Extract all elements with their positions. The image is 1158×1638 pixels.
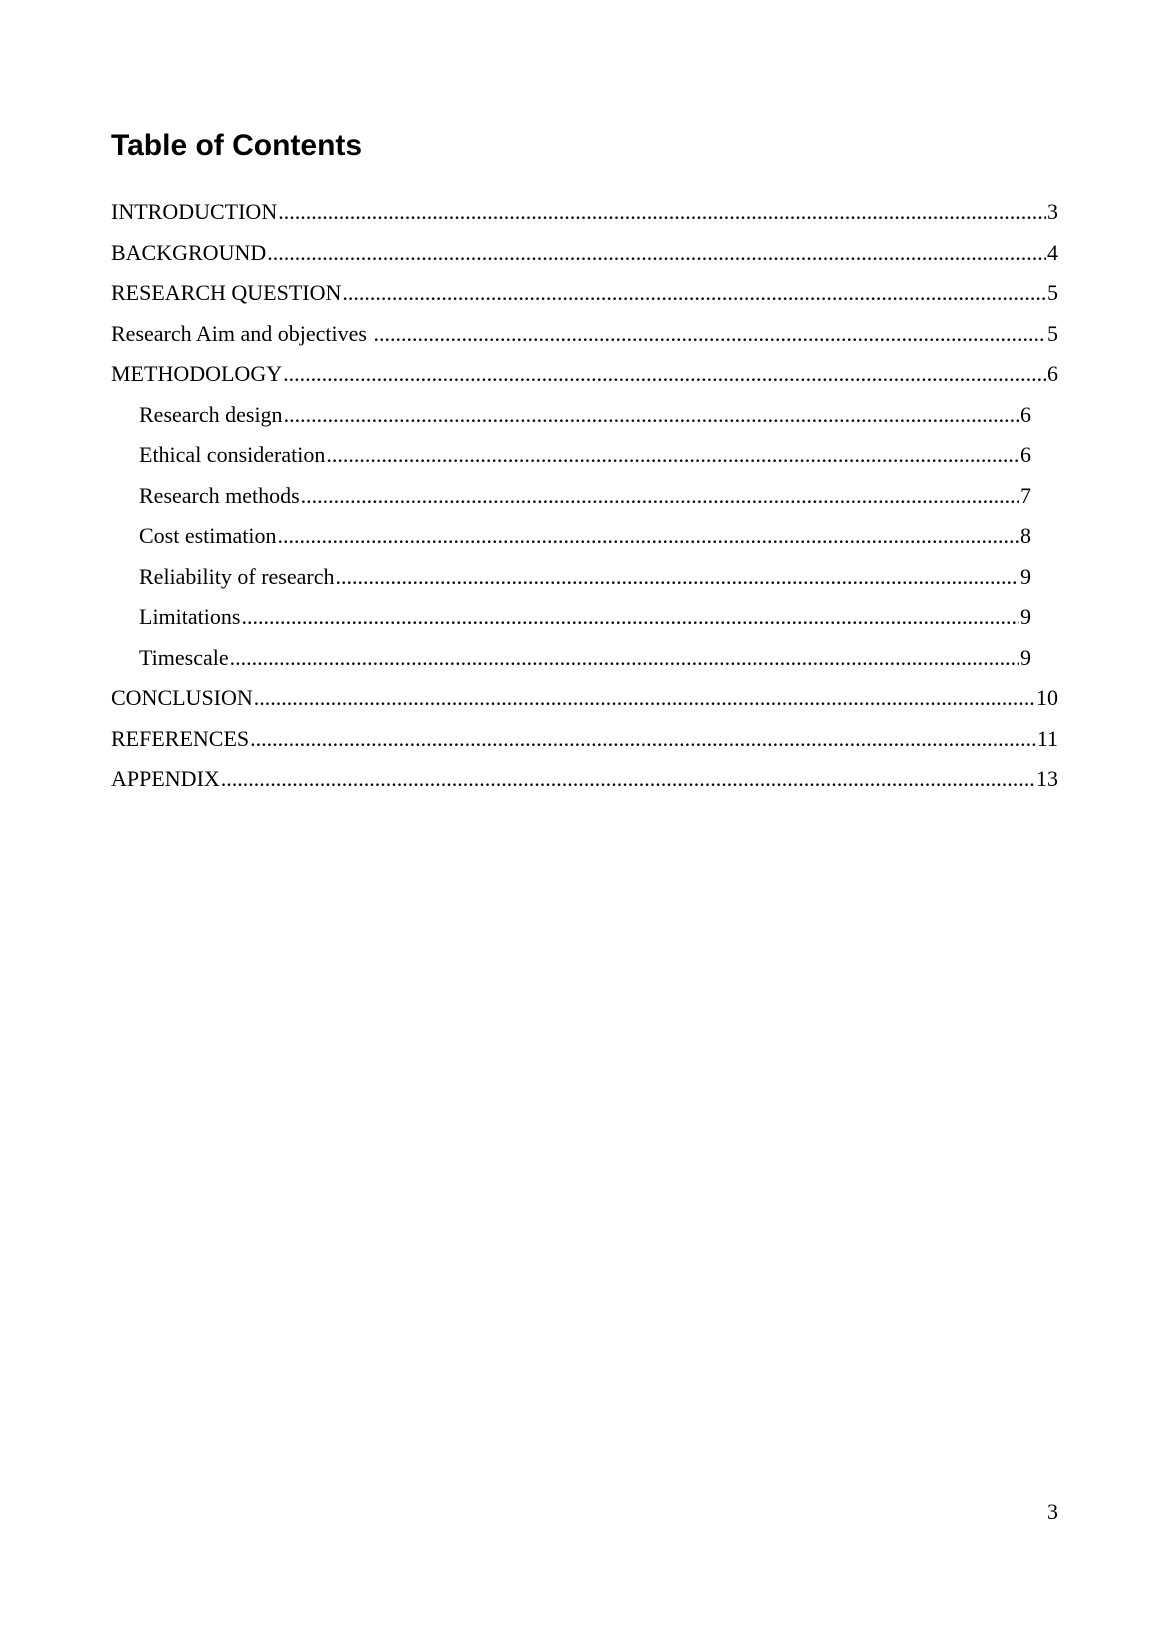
toc-entry-page: 6 (1020, 442, 1031, 467)
toc-entry-cost-estimation[interactable] (111, 520, 1031, 561)
toc-entry-page: 8 (1020, 523, 1031, 548)
toc-entry-introduction[interactable] (111, 196, 1058, 237)
toc-entry-label: INTRODUCTION (111, 199, 278, 224)
toc-dot-leader (342, 277, 1046, 309)
toc-dot-leader (221, 763, 1035, 795)
toc-entry-page: 4 (1047, 239, 1058, 265)
toc-entry-label: Reliability of research (139, 563, 335, 589)
page-number: 3 (1047, 1499, 1058, 1524)
toc-entry-conclusion[interactable] (111, 682, 1058, 723)
toc-entry-page: 7 (1020, 482, 1031, 508)
toc-dot-leader (373, 318, 1046, 350)
toc-dot-leader (278, 520, 1020, 552)
toc-entry-page: 6 (1047, 361, 1058, 386)
toc-dot-leader (335, 561, 1019, 593)
toc-entry-label: REFERENCES (111, 725, 250, 751)
toc-entry-background[interactable] (111, 237, 1058, 278)
toc-entry-label: CONCLUSION (111, 685, 253, 710)
toc-entry-research-design[interactable] (111, 399, 1031, 440)
toc-entry-label: Ethical consideration (139, 442, 326, 467)
toc-entry-research-methods[interactable] (111, 480, 1031, 521)
toc-entry-page: 9 (1020, 604, 1031, 629)
toc-entry-label: RESEARCH QUESTION (111, 280, 342, 305)
toc-entry-references[interactable] (111, 723, 1058, 764)
toc-entry-page: 6 (1020, 401, 1031, 427)
toc-entry-label: Limitations (139, 604, 241, 629)
toc-dot-leader (267, 237, 1046, 269)
toc-entry-timescale[interactable] (111, 642, 1031, 683)
toc-dot-leader (241, 601, 1019, 633)
toc-entry-label: Research methods (139, 482, 300, 508)
toc-entry-page: 9 (1020, 644, 1031, 670)
toc-entry-methodology[interactable] (111, 358, 1058, 399)
toc-entry-page: 9 (1020, 563, 1031, 589)
toc-dot-leader (250, 723, 1036, 755)
toc-entry-research-question[interactable] (111, 277, 1058, 318)
toc-entry-label: Research design (139, 401, 283, 427)
toc-entry-label: Timescale (139, 644, 229, 670)
toc-dot-leader (301, 480, 1019, 512)
toc-entry-page: 11 (1036, 725, 1058, 751)
toc-entry-label: APPENDIX (111, 766, 220, 791)
toc-entry-page: 5 (1047, 280, 1058, 305)
toc-entry-appendix[interactable] (111, 763, 1058, 804)
toc-entry-page: 5 (1047, 320, 1058, 346)
toc-dot-leader (278, 196, 1046, 228)
toc-entry-label: Research Aim and objectives (111, 320, 373, 346)
toc-dot-leader (326, 439, 1019, 471)
toc-entry-label: Cost estimation (139, 523, 277, 548)
toc-dot-leader (230, 642, 1019, 674)
toc-entry-reliability[interactable] (111, 561, 1031, 602)
toc-entry-page: 13 (1036, 766, 1058, 791)
toc-entry-page: 3 (1047, 199, 1058, 224)
toc-dot-leader (283, 358, 1046, 390)
toc-entry-research-aim[interactable] (111, 318, 1058, 359)
toc-dot-leader (254, 682, 1035, 714)
toc-entry-limitations[interactable] (111, 601, 1031, 642)
toc-dot-leader (284, 399, 1019, 431)
toc-list (111, 196, 1058, 804)
toc-entry-label: BACKGROUND (111, 239, 267, 265)
toc-title: Table of Contents (111, 129, 363, 162)
toc-entry-ethical-consideration[interactable] (111, 439, 1031, 480)
toc-entry-label: METHODOLOGY (111, 361, 283, 386)
toc-entry-page: 10 (1036, 685, 1058, 710)
